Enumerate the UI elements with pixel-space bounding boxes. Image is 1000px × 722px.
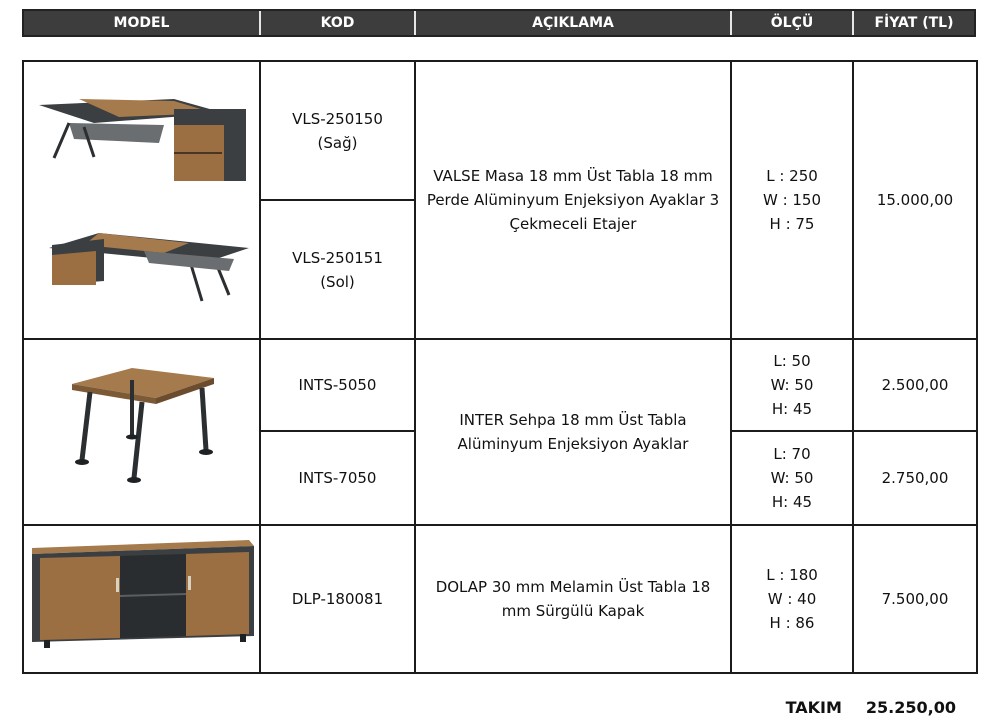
size-length: L: 70 (773, 445, 811, 464)
size-height: H: 45 (771, 400, 813, 419)
size-cell (731, 61, 853, 339)
size-height: H: 45 (771, 493, 813, 512)
table-row (23, 339, 977, 431)
description-line: DOLAP 30 mm Melamin Üst Tabla 18 (435, 578, 711, 596)
kod-cell (260, 200, 415, 339)
product-image-cell (23, 339, 260, 525)
description-line: INTER Sehpa 18 mm Üst Tabla (459, 411, 687, 429)
price-table (22, 60, 978, 674)
size-width: W : 40 (767, 590, 817, 608)
size-height: H : 86 (769, 614, 815, 632)
header-aciklama: AÇIKLAMA (416, 11, 732, 35)
size-cell (731, 339, 853, 431)
header-model: MODEL (24, 11, 261, 35)
size-length: L : 180 (766, 566, 818, 584)
sliding-door-cabinet-image (24, 526, 259, 672)
executive-desk-image (24, 63, 259, 337)
size-cell (731, 431, 853, 525)
description-cell (415, 61, 731, 339)
kod-variant: (Sağ) (317, 133, 358, 152)
kod-cell: DLP-180081 (260, 525, 415, 673)
coffee-table-image (24, 340, 259, 524)
kod-variant: (Sol) (320, 272, 355, 291)
size-length: L: 50 (773, 352, 811, 371)
kod-value: VLS-250150 (292, 109, 383, 128)
kod-cell: INTS-5050 (260, 339, 415, 431)
size-width: W: 50 (770, 469, 814, 488)
table-row (23, 61, 977, 200)
kod-value: VLS-250151 (292, 248, 383, 267)
description-line: mm Sürgülü Kapak (501, 602, 645, 620)
price-cell: 2.750,00 (853, 431, 977, 525)
header-olcu: ÖLÇÜ (732, 11, 854, 35)
price-cell: 15.000,00 (853, 61, 977, 339)
size-length: L : 250 (766, 167, 818, 185)
kod-cell (260, 61, 415, 200)
total-value: 25.250,00 (865, 698, 956, 717)
total-summary (786, 698, 956, 717)
table-header (22, 9, 976, 37)
size-width: W: 50 (770, 376, 814, 395)
description-line: Perde Alüminyum Enjeksiyon Ayaklar 3 (426, 191, 720, 209)
size-width: W : 150 (762, 191, 822, 209)
description-cell (415, 339, 731, 525)
product-image-cell (23, 525, 260, 673)
header-fiyat: FİYAT (TL) (874, 15, 954, 31)
description-cell (415, 525, 731, 673)
description-line: Çekmeceli Etajer (509, 215, 637, 233)
price-cell: 2.500,00 (853, 339, 977, 431)
total-label: TAKIM (785, 698, 842, 717)
size-cell (731, 525, 853, 673)
header-kod: KOD (261, 11, 416, 35)
product-image-cell (23, 61, 260, 339)
table-row (23, 525, 977, 673)
description-line: Alüminyum Enjeksiyon Ayaklar (457, 435, 689, 453)
size-height: H : 75 (769, 215, 815, 233)
price-cell: 7.500,00 (853, 525, 977, 673)
kod-cell: INTS-7050 (260, 431, 415, 525)
description-line: VALSE Masa 18 mm Üst Tabla 18 mm (433, 167, 713, 185)
